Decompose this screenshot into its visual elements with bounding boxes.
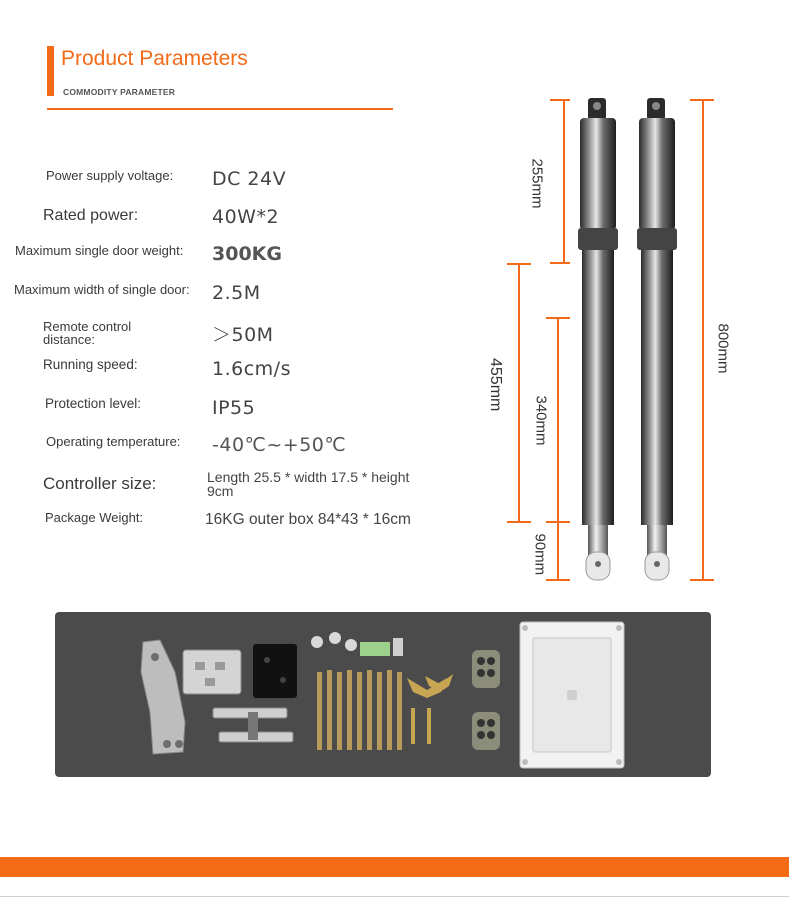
- param-value-power: 40W*2: [212, 206, 280, 228]
- dim-line-body: [518, 264, 520, 522]
- param-value-controller-size: [207, 470, 409, 498]
- dim-label-bottom: 90mm: [531, 533, 549, 576]
- dim-line-total: [702, 100, 704, 580]
- actuator-illustration: [560, 90, 690, 590]
- param-value-protection: IP55: [212, 397, 256, 419]
- pin-bracket-icon: [213, 708, 293, 742]
- param-label-remote-line2: distance:: [43, 332, 96, 347]
- param-value-door-weight: 300KG: [212, 243, 282, 265]
- dim-line-stroke: [557, 318, 559, 522]
- param-label-door-weight: Maximum single door weight:: [15, 243, 184, 258]
- dim-tick-stroke-1: [546, 317, 570, 319]
- param-value-door-width: 2.5M: [212, 282, 261, 304]
- control-box-icon: [520, 622, 624, 768]
- mounting-plate-icon: [183, 650, 241, 694]
- dim-line-top: [563, 100, 565, 262]
- dim-label-body: 455mm: [487, 358, 504, 412]
- param-value-running-speed: 1.6cm/s: [212, 358, 291, 380]
- actuator-right: [637, 98, 677, 580]
- section-title: Product Parameters: [61, 47, 248, 70]
- dim-label-total: 800mm: [714, 323, 732, 374]
- actuator-left: [578, 98, 618, 580]
- param-label-temperature: Operating temperature:: [46, 434, 181, 449]
- param-label-voltage: Power supply voltage:: [46, 168, 174, 183]
- param-value-controller-line1: Length 25.5 * width 17.5 * height: [207, 469, 410, 485]
- bracket-icon: [141, 640, 185, 754]
- param-value-controller-line2: 9cm: [207, 483, 234, 499]
- param-value-temperature: -40℃~+50℃: [212, 434, 347, 456]
- param-label-package-weight: Package Weight:: [45, 510, 144, 525]
- accessories-panel: [55, 612, 711, 777]
- rubber-stopper-icon: [253, 644, 297, 698]
- param-label-remote-distance: [43, 320, 131, 346]
- expansion-bolts-icon: [317, 670, 402, 750]
- param-label-running-speed: Running speed:: [43, 357, 138, 372]
- footer-accent-bar: [0, 857, 789, 877]
- wing-nut-icon: [407, 674, 453, 744]
- param-label-power: Rated power:: [43, 207, 139, 224]
- dim-line-bottom: [557, 523, 559, 580]
- dim-tick-total-2: [690, 579, 714, 581]
- param-value-voltage: DC 24V: [212, 168, 287, 190]
- param-label-controller-size: Controller size:: [43, 474, 157, 493]
- param-label-protection: Protection level:: [45, 396, 142, 411]
- param-label-door-width: Maximum width of single door:: [14, 282, 190, 297]
- section-subtitle: COMMODITY PARAMETER: [63, 87, 176, 97]
- dim-tick-body-1: [507, 263, 531, 265]
- header-underline: [47, 108, 393, 110]
- accessories-illustration: [55, 612, 711, 777]
- screws-icon: [311, 632, 403, 656]
- dim-tick-top-2: [550, 262, 570, 264]
- footer-divider: [0, 896, 789, 897]
- header-accent-bar: [47, 46, 54, 96]
- dim-label-stroke: 340mm: [532, 395, 550, 446]
- param-label-remote-line1: Remote control: [43, 319, 132, 334]
- param-value-remote-distance: ＞50M: [212, 324, 274, 346]
- dim-label-top: 255mm: [528, 158, 546, 209]
- param-value-package-weight: 16KG outer box 84*43 * 16cm: [205, 511, 411, 528]
- dim-tick-body-2: [507, 521, 531, 523]
- dim-tick-total-1: [690, 99, 714, 101]
- dim-tick-bottom: [546, 579, 570, 581]
- dim-tick-top-1: [550, 99, 570, 101]
- remote-control-icon: [472, 650, 500, 750]
